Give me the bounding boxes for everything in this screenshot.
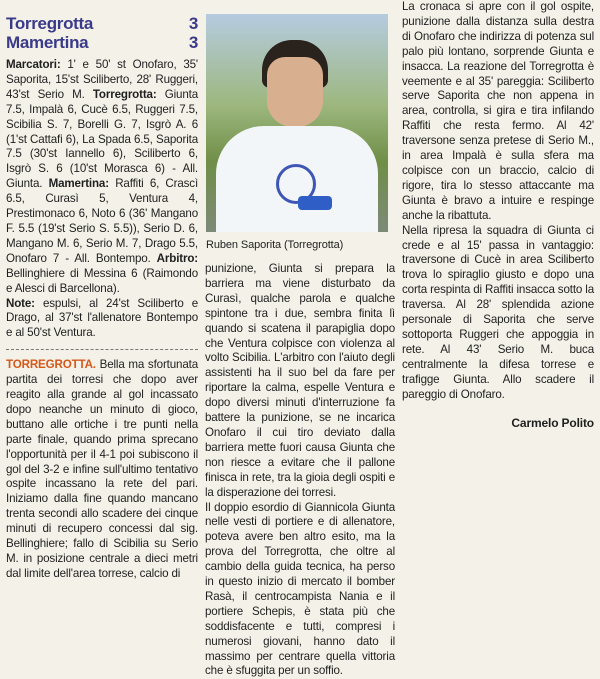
notes-label: Note: (6, 297, 35, 310)
article-paragraph-4: La cronaca si apre con il gol ospite, punizione dalla distanza sulla destra di Onofaro che indirizza di potenza sul palo più lontano, sorprende Giunta e insacca. La reazione del Torregrotta è veemente e al 35' pareggia: Sciliberto serve Saporita che non appena in area, controlla, si gira e tira infilando Raffiti che resta fermo. Al 42' traversone senza pretese di Serio M., in area Impalà è sulla sfera ma colpisce con un braccio, calcio di rigore, tira lo stesso attaccante ma Giunta è bravo a intuire e respinge anche la ribattuta. (402, 0, 594, 224)
notes-paragraph (6, 297, 198, 342)
player-face (267, 57, 323, 127)
article-paragraph-1 (6, 358, 198, 582)
away-team-name: Mamertina (6, 33, 88, 52)
article-paragraph-3: Il doppio esordio di Giannicola Giunta nelle vesti di portiere e di allenatore, poteva avere ben altro esito, ma la prova del Torregrotta, che oltre al cambio della guida tecnica, ha perso in questo inizio di mercato il bomber Rasà, il centrocampista Nania e il portiere Schepis, è stata più che soddisfacente e tutti, compresi i numerosi giovani, hanno dato il massimo per centrare quella vittoria che è sfuggita per un soffio. (205, 501, 395, 679)
scoreboard (6, 14, 198, 52)
dateline-city: TORREGROTTA. (6, 358, 96, 371)
match-info (6, 58, 198, 341)
shirt-sponsor-icon (298, 196, 332, 210)
article-part-3 (402, 0, 594, 431)
notes-text: espulsi, al 24'st Sciliberto e Drago, al 37'st l'allenatore Bontempo e al 50'st Ventura. (6, 297, 198, 340)
section-divider (6, 349, 198, 350)
player-photo (206, 14, 388, 232)
article-paragraph-2: punizione, Giunta si prepara la barriera ma viene disturbato da Curasì, qualche parola e qualche spintone tra i due, sembra finita lì quando si scatena il parapiglia dopo che Ventura colpisce con violenza al volto Scibilia. L'arbitro con l'aiuto degli assistenti ha il suo bel da fare per riportare la calma, espelle Ventura e dopo diversi minuti d'interruzione fa battere la punizione, se ne incarica Onofaro il cui tiro deviato dalla barriera mette fuori causa Giunta che non riesce a evitare che il pallone finisca in rete, tra la gioia degli ospiti e la disperazione dei torresi. (205, 262, 395, 501)
score-away-row (6, 33, 198, 52)
torregrotta-lineup-label: Torregrotta: (93, 88, 157, 101)
home-team-name: Torregrotta (6, 14, 93, 33)
article-part-1 (6, 358, 198, 582)
referee-label: Arbitro: (157, 252, 198, 265)
left-column (6, 0, 198, 582)
mamertina-lineup-label: Mamertina: (49, 177, 109, 190)
article-paragraph-5: Nella ripresa la squadra di Giunta ci crede e al 15' passa in vantaggio: traversone di Cucè in area Sciliberto trova lo spiraglio giusto e dopo una corta respinta di Raffiti insacca sotto la traversa. Al 28' splendida azione personale di Saporita che serve sottoporta Ruggeri che appoggia in rete. Al 43' Serio M. buca centralmente la difesa torrese e trafigge Giunta. Allo scadere il pareggio di Onofaro. (402, 224, 594, 403)
author-signature: Carmelo Polito (402, 416, 594, 431)
scorers-label: Marcatori: (6, 58, 61, 71)
article-text-1: Bella ma sfortunata partita dei torresi che dopo aver reagito alla grande al gol incassato dopo neanche un minuto di gioco, buttano alle ortiche i tre punti nella parte finale, quando prima sprecano l'opportunità per il 4-1 poi subiscono il gol del 3-2 e infine sull'ultimo tentativo ospite incassano la rete del pari. Iniziamo dalla fine quando mancano trenta secondi allo scadere dei cinque minuti di recupero concessi dal sig. Bellinghiere; fallo di Scibilia su Serio M. in posizione centrale a dieci metri dal limite dell'area torrese, calcio di (6, 358, 198, 580)
photo-caption: Ruben Saporita (Torregrotta) (206, 238, 396, 252)
torregrotta-lineup-text: Giunta 7.5, Impalà 6, Cucè 6.5, Ruggeri 7.5, Scibilia S. 7, Borelli G. 7, Isgrò A. 6 (1'st Cattafi 6), La Spada 6.5, Saporita 7.5 (30'st Iannello 6), Sciliberto 6, Isgrò S. 6 (10'st Morasca 6) - All. Giunta. (6, 88, 198, 190)
score-home-row (6, 14, 198, 33)
article-part-2 (205, 262, 395, 679)
away-team-goals: 3 (189, 33, 198, 52)
mamertina-lineup-text: Raffiti 6, Crascì 6.5, Curasì 5, Ventura 4, Prestimonaco 6, Noto 6 (36' Mangano F. 5.5 (19'st Serio S. 5.5)), Serio D. 6, Mangano M. 6, Serio M. 7, Drago 5.5, Onofaro 7 - All. Bontempo. (6, 177, 198, 265)
scorers-paragraph (6, 58, 198, 297)
referee-text: Bellinghiere di Messina 6 (Raimondo e Alesci di Barcellona). (6, 267, 198, 295)
scorers-text: 1' e 50' st Onofaro, 35' Saporita, 15'st Sciliberto, 28' Ruggeri, 43'st Serio M. (6, 58, 198, 101)
home-team-goals: 3 (189, 14, 198, 33)
